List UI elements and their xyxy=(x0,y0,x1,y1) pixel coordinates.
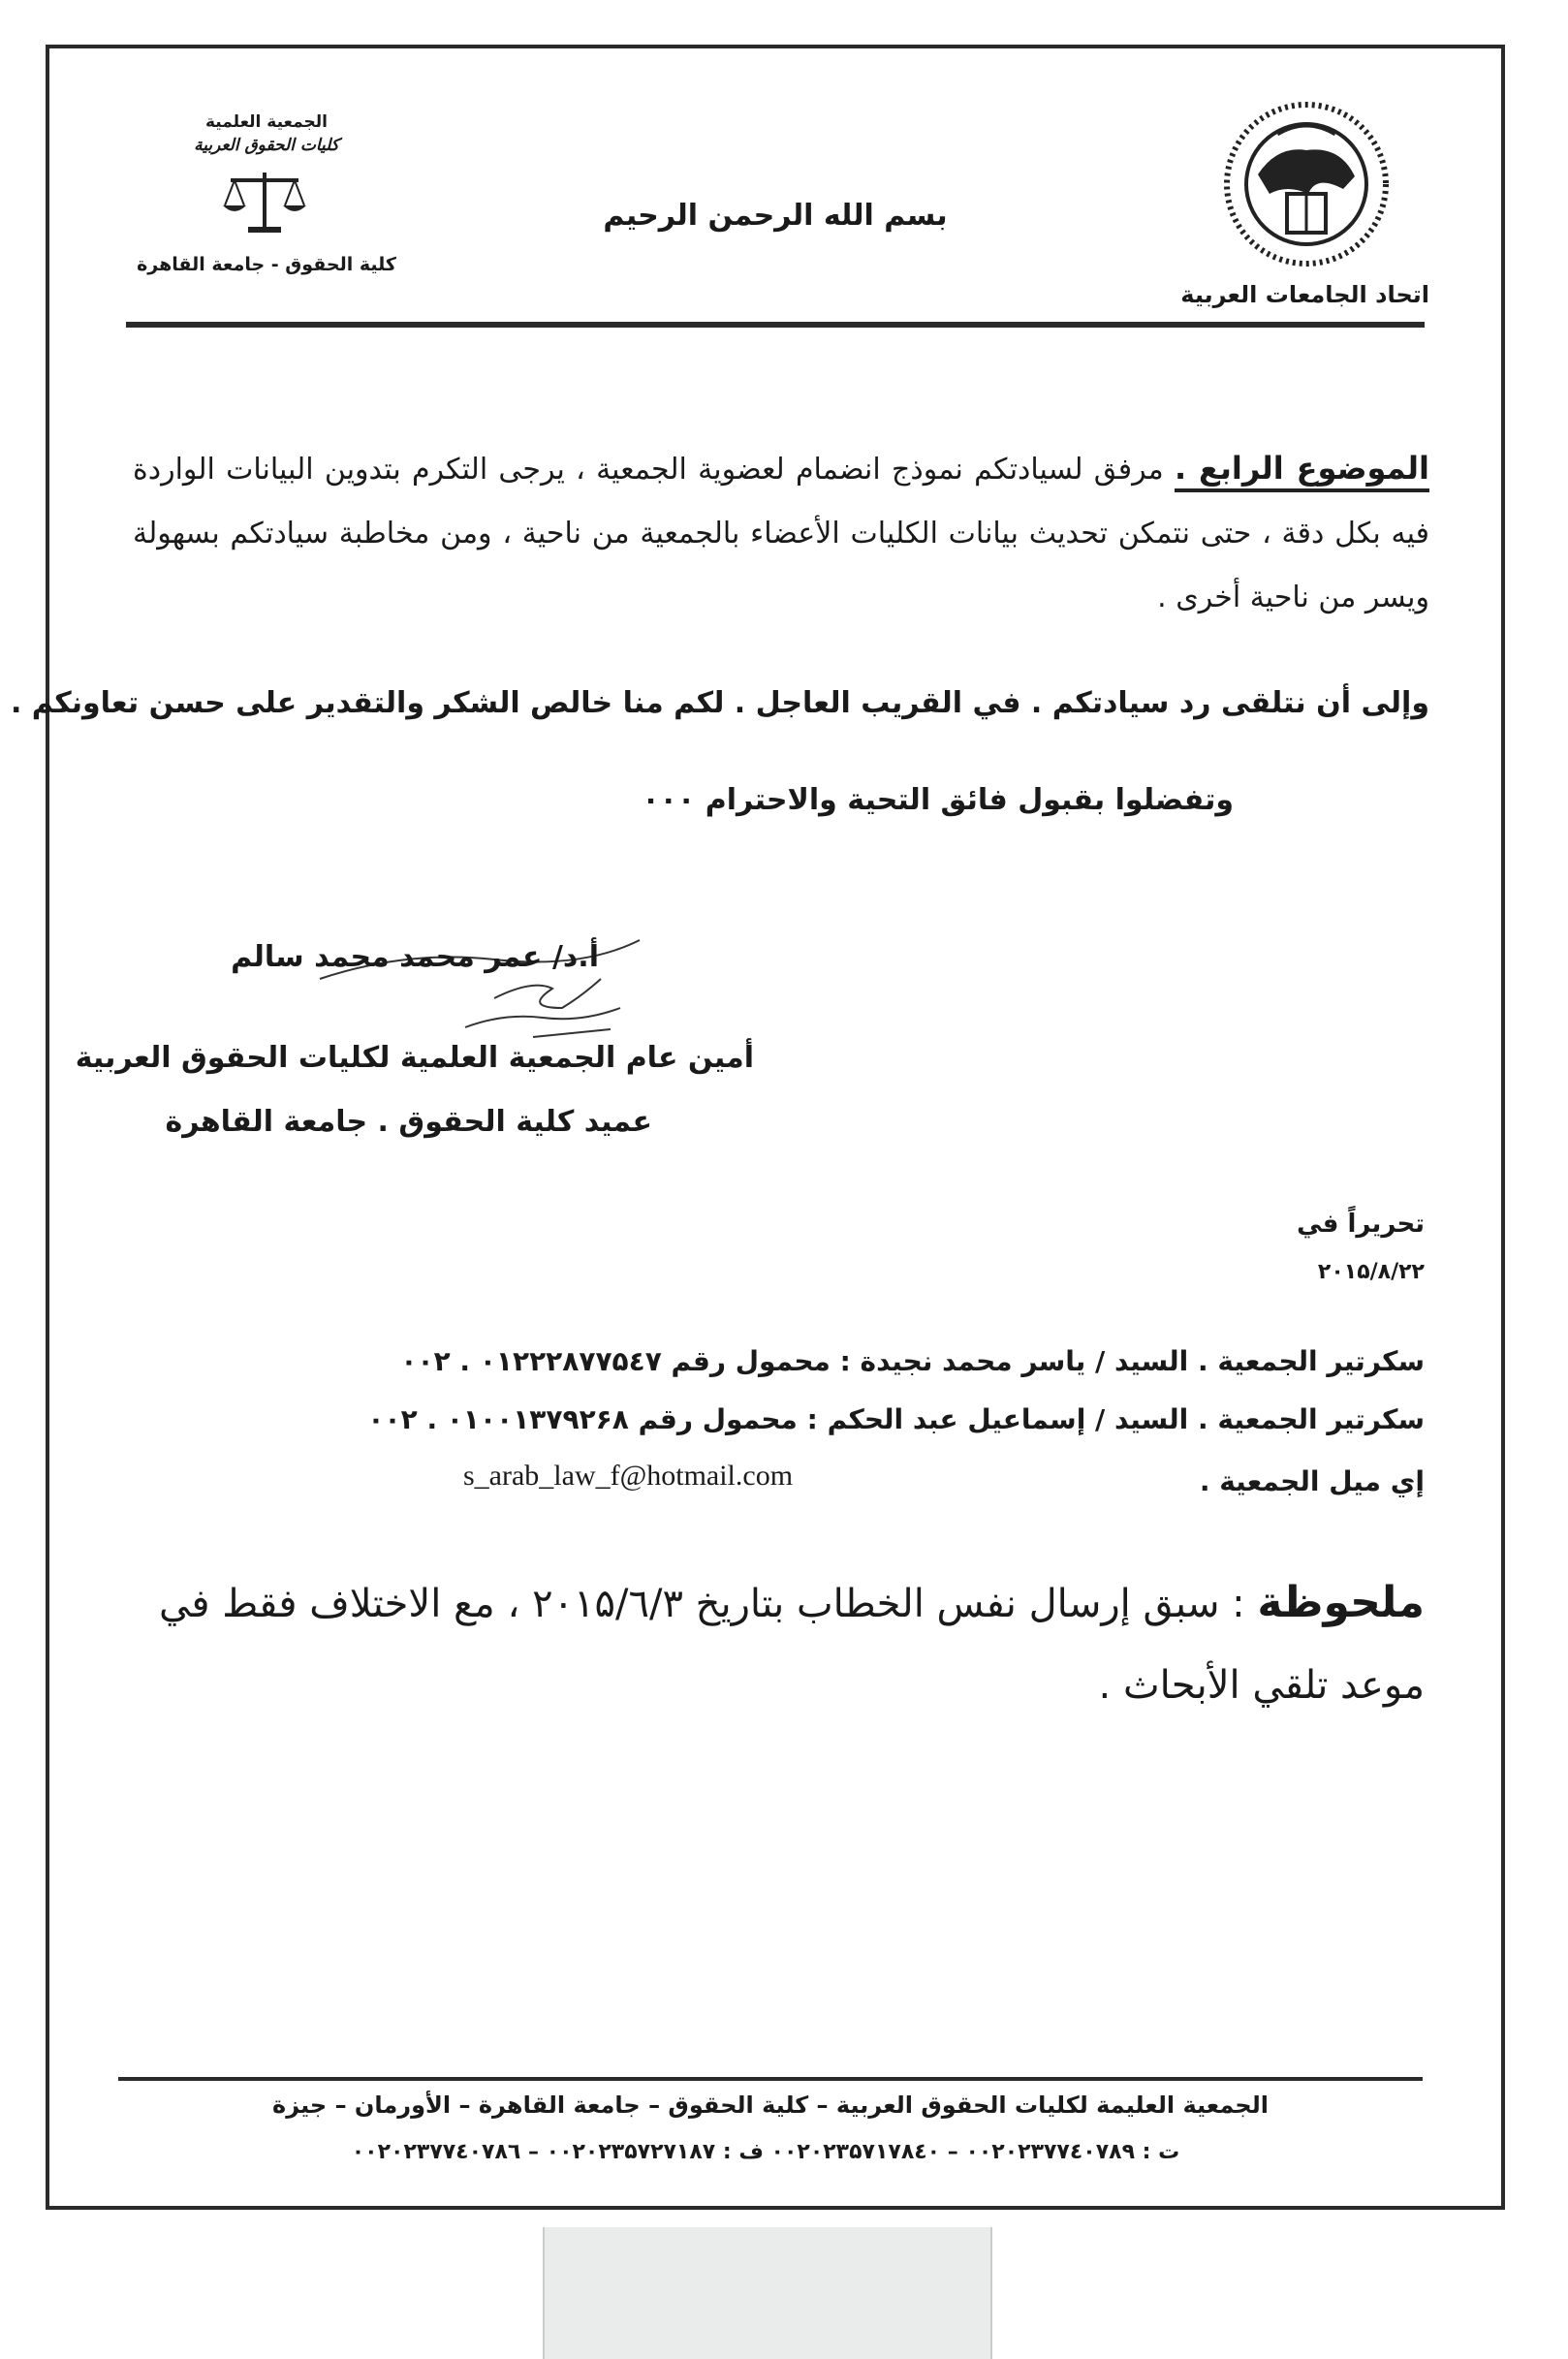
paragraph-2: وإلى أن نتلقى رد سيادتكم . في القريب العاجل . لكم منا خالص الشكر والتقدير على حسن تعاونكم . xyxy=(10,686,1429,720)
signatory-name: أ.د/ عمر محمد محمد سالم xyxy=(231,940,599,974)
scan-artifact-strip xyxy=(543,2227,992,2359)
email-label: إي ميل الجمعية . xyxy=(1199,1465,1425,1497)
header-divider xyxy=(126,322,1425,328)
dated-label: تحريراً في xyxy=(1297,1210,1425,1239)
scales-of-justice-icon xyxy=(221,167,308,236)
arab-universities-emblem xyxy=(1219,97,1394,271)
date-value: ۲۰۱۵/۸/۲۲ xyxy=(1317,1260,1425,1284)
basmala: بسم الله الرحمن الرحيم xyxy=(603,199,948,233)
signatory-title-2: عميد كلية الحقوق . جامعة القاهرة xyxy=(165,1105,652,1139)
footer-divider xyxy=(118,2077,1423,2081)
footer-phones: ت : ۰۰۲۰۲۳۷۷٤۰۷۸۹ – ۰۰۲۰۲۳۵۷۱۷۸٤۰ ف : ۰۰۲۰۲۳۵۷۲۷۱۸۷ – ۰۰۲۰۲۳۷۷٤۰۷۸٦ xyxy=(351,2140,1180,2164)
footer-address: الجمعية العليمة لكليات الحقوق العربية – كلية الحقوق – جامعة القاهرة – الأورمان – جيزة xyxy=(272,2092,1269,2119)
contact-secretary-2: سكرتير الجمعية . السيد / إسماعيل عبد الحكم : محمول رقم ۰۱۰۰۱۳۷۹۲۶۸ . ۰۰۲ xyxy=(367,1403,1425,1435)
email-address[interactable]: s_arab_law_f@hotmail.com xyxy=(463,1460,794,1492)
signatory-title-1: أمين عام الجمعية العلمية لكليات الحقوق العربية xyxy=(75,1041,754,1075)
paragraph-1-text: مرفق لسيادتكم نموذج انضمام لعضوية الجمعية ، يرجى التكرم بتدوين البيانات الواردة فيه بكل دقة ، حتى نتمكن تحديث بيانات الكليات الأعضاء بالجمعية من ناحية ، ومن مخاطبة سيادتكم بسهولة ويسر من ناحية أخرى . xyxy=(133,453,1429,614)
right-logo-caption: اتحاد الجامعات العربية xyxy=(1180,281,1429,308)
subject-paragraph xyxy=(133,436,1429,630)
left-logo-line-1: الجمعية العلمية xyxy=(204,112,328,132)
note-label: ملحوظة xyxy=(1257,1578,1425,1627)
note-paragraph xyxy=(136,1562,1425,1726)
left-logo-caption: كلية الحقوق - جامعة القاهرة xyxy=(137,254,396,275)
left-logo-line-2: كليات الحقوق العربية xyxy=(194,136,339,155)
closing-greeting: وتفضلوا بقبول فائق التحية والاحترام ۰۰۰ xyxy=(642,783,1234,817)
subject-label: الموضوع الرابع . xyxy=(1175,450,1429,492)
note-text: : سبق إرسال نفس الخطاب بتاريخ ۲۰۱۵/٦/۳ ، مع الاختلاف فقط في موعد تلقي الأبحاث . xyxy=(159,1582,1425,1708)
contact-secretary-1: سكرتير الجمعية . السيد / ياسر محمد نجيدة : محمول رقم ۰۱۲۲۲۸۷۷۵٤۷ . ۰۰۲ xyxy=(400,1345,1425,1377)
